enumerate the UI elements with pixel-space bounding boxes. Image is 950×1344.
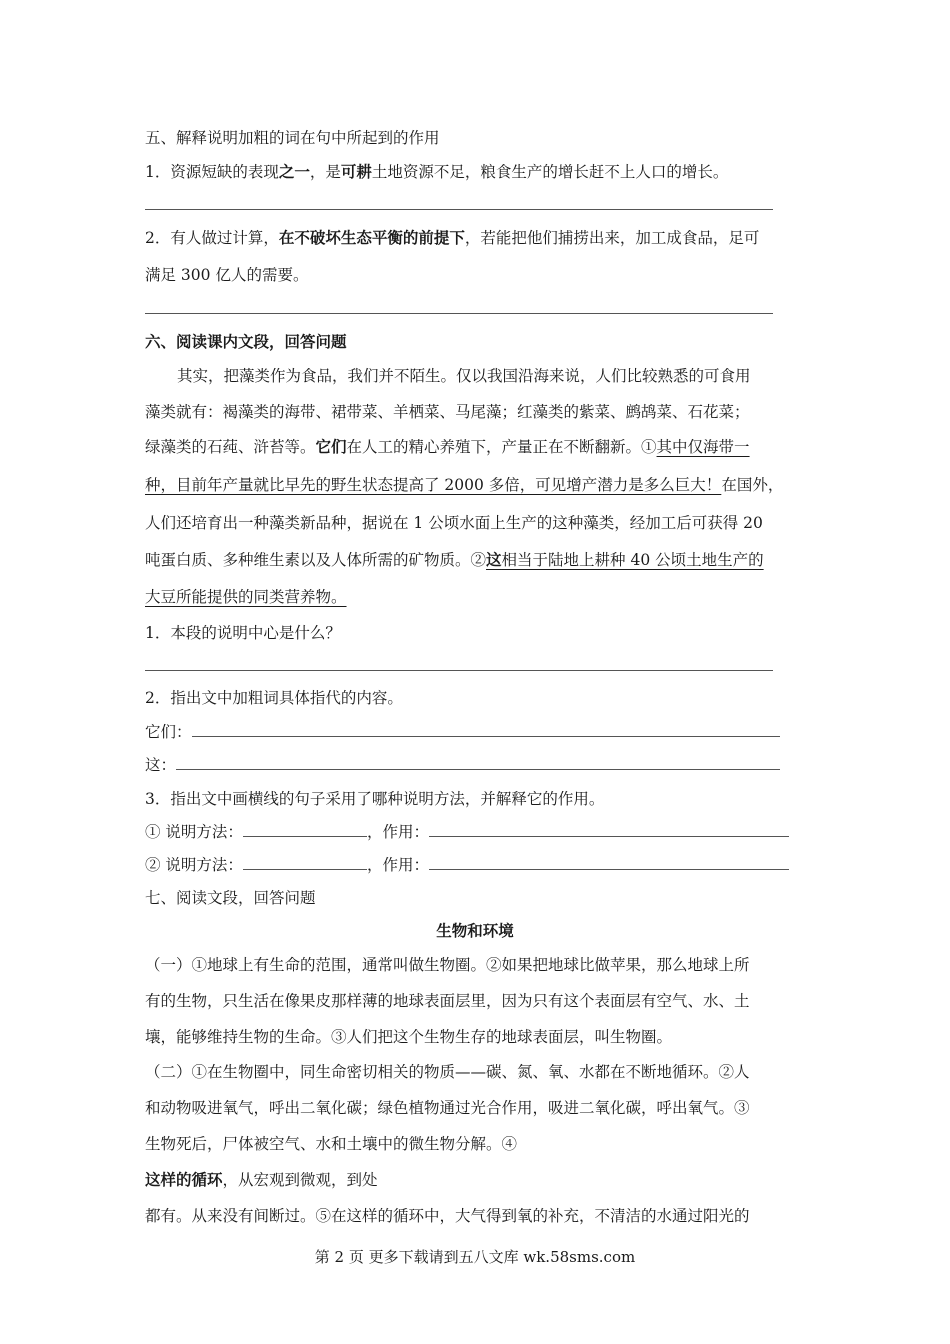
s5-question-2-cont: 满足 300 亿人的需要。 xyxy=(145,266,309,284)
s7-passage-line: 都有。从来没有间断过。⑤在这样的循环中，大气得到氧的补充，不清洁的水通过阳光的 xyxy=(145,1207,750,1225)
answer-blank[interactable] xyxy=(176,755,780,770)
s7-passage-line: （二）①在生物圈中，同生命密切相关的物质——碳、氮、氧、水都在不断地循环。②人 xyxy=(145,1063,750,1081)
passage-title: 生物和环境 xyxy=(436,921,514,940)
method-blank[interactable] xyxy=(243,855,367,870)
s6-passage-line: 人们还培育出一种藻类新品种，据说在 1 公顷水面上生产的这种藻类，经加工后可获得 20 xyxy=(145,514,763,532)
answer-line-s5-q2[interactable] xyxy=(145,313,773,314)
s7-passage-line: 这样的循环，从宏观到微观，到处 xyxy=(145,1170,378,1189)
answer-blank[interactable] xyxy=(192,722,780,737)
effect-blank[interactable] xyxy=(429,855,789,870)
s6-question-2: 2．指出文中加粗词具体指代的内容。 xyxy=(145,689,403,707)
page-footer: 第 2 页 更多下载请到五八文库 wk.58sms.com xyxy=(314,1248,636,1266)
s6-q2-item-2: 这： xyxy=(145,755,780,775)
s6-q3-item-1: ① 说明方法： ，作用： xyxy=(145,822,789,842)
s6-q2-item-1: 它们： xyxy=(145,722,780,742)
s6-passage-line: 其实，把藻类作为食品，我们并不陌生。仅以我国沿海来说，人们比较熟悉的可食用 xyxy=(177,367,751,385)
answer-line-s5-q1[interactable] xyxy=(145,209,773,210)
section-5-heading: 五、解释说明加粗的词在句中所起到的作用 xyxy=(145,129,440,147)
s7-passage-line: 生物死后，尸体被空气、水和土壤中的微生物分解。④ xyxy=(145,1135,518,1153)
s7-passage-line: 有的生物，只生活在像果皮那样薄的地球表面层里，因为只有这个表面层有空气、水、土 xyxy=(145,992,750,1010)
answer-line-s6-q1[interactable] xyxy=(145,670,773,671)
method-blank[interactable] xyxy=(243,822,367,837)
section-6-heading: 六、阅读课内文段，回答问题 xyxy=(145,332,347,351)
s6-passage-line: 绿藻类的石莼、浒苔等。它们在人工的精心养殖下，产量正在不断翻新。①其中仅海带一 xyxy=(145,437,750,456)
s5-question-1: 1．资源短缺的表现之一，是可耕土地资源不足，粮食生产的增长赶不上人口的增长。 xyxy=(145,162,729,181)
s6-passage-line: 种，目前年产量就比早先的野生状态提高了 2000 多倍，可见增产潜力是多么巨大！在国外， xyxy=(145,476,784,494)
effect-blank[interactable] xyxy=(429,822,789,837)
s7-passage-line: （一）①地球上有生命的范围，通常叫做生物圈。②如果把地球比做苹果，那么地球上所 xyxy=(145,956,750,974)
s7-passage-line: 壤，能够维持生物的生命。③人们把这个生物生存的地球表面层，叫生物圈。 xyxy=(145,1028,673,1046)
s6-passage-line: 吨蛋白质、多种维生素以及人体所需的矿物质。②这相当于陆地上耕种 40 公顷土地生产的 xyxy=(145,550,764,569)
s6-passage-line: 大豆所能提供的同类营养物。 xyxy=(145,588,347,606)
s5-question-2: 2．有人做过计算，在不破坏生态平衡的前提下，若能把他们捕捞出来，加工成食品，足可 xyxy=(145,228,760,247)
s6-q3-item-2: ② 说明方法： ，作用： xyxy=(145,855,789,875)
s7-passage-line: 和动物吸进氧气，呼出二氧化碳；绿色植物通过光合作用，吸进二氧化碳，呼出氧气。③ xyxy=(145,1099,750,1117)
s6-question-1: 1．本段的说明中心是什么？ xyxy=(145,624,341,642)
s6-question-3: 3．指出文中画横线的句子采用了哪种说明方法，并解释它的作用。 xyxy=(145,790,605,808)
section-7-heading: 七、阅读文段，回答问题 xyxy=(145,889,316,907)
s6-passage-line: 藻类就有：褐藻类的海带、裙带菜、羊栖菜、马尾藻；红藻类的紫菜、鹧鸪菜、石花菜； xyxy=(145,403,750,421)
